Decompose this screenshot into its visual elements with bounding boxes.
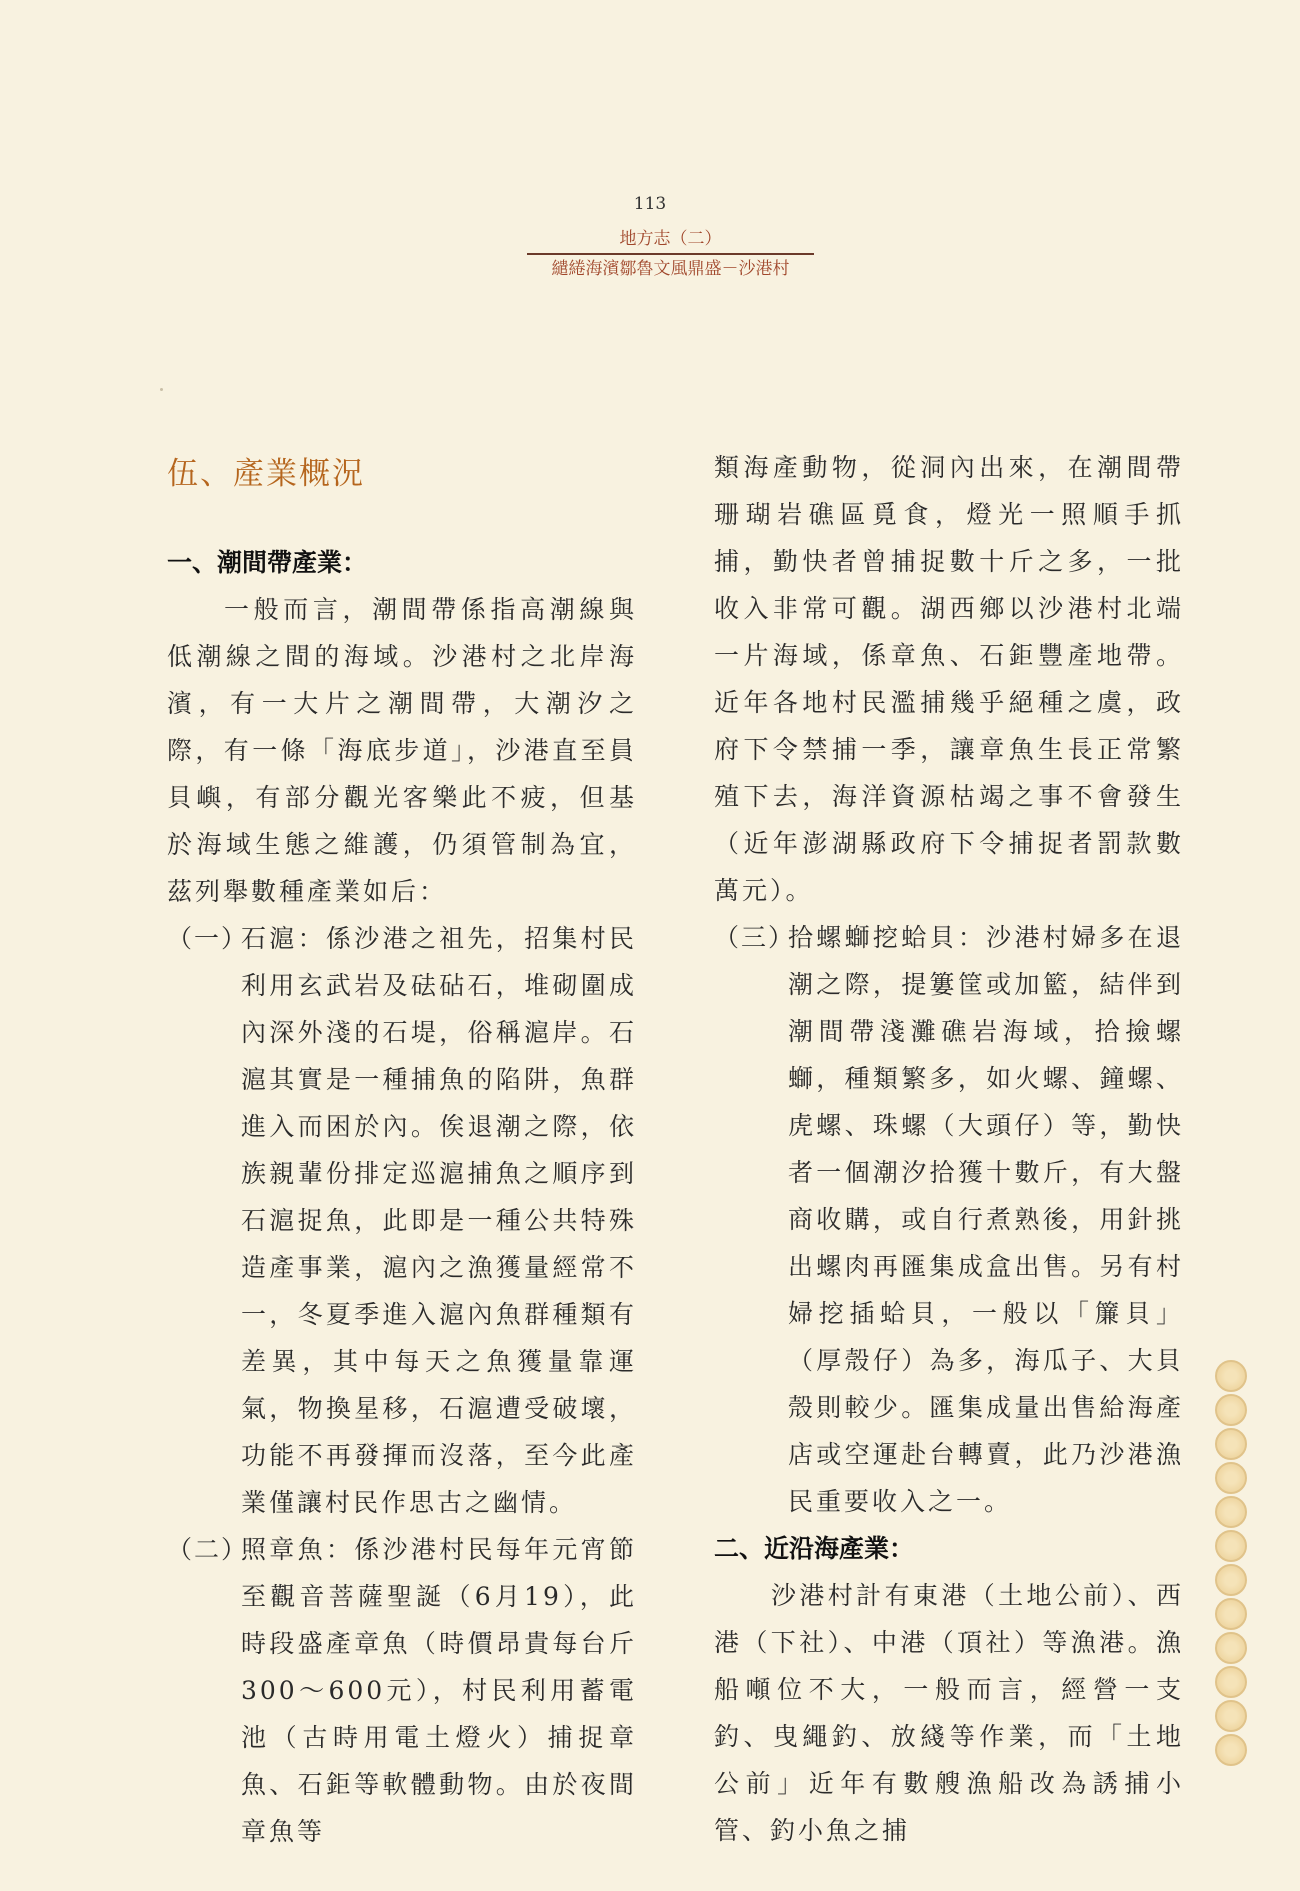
medallion xyxy=(1215,1666,1247,1698)
item-text: 照章魚：係沙港村民每年元宵節至觀音菩薩聖誕（6月19），此時段盛產章魚（時價昂貴每台斤300～600元），村民利用蓄電池（古時用電土燈火）捕捉章魚、石鉅等軟體動物。由於夜間章魚等 xyxy=(241,1535,637,1846)
medallion xyxy=(1215,1530,1247,1562)
item-number: （一） xyxy=(167,924,249,953)
medallion xyxy=(1215,1462,1247,1494)
section-heading-coastal: 二、近沿海產業： xyxy=(714,1534,915,1563)
item-number: （三） xyxy=(714,923,796,952)
floral-medallion-border-icon xyxy=(1213,1360,1249,1792)
item-number: （二） xyxy=(167,1535,249,1564)
medallion xyxy=(1215,1598,1247,1630)
series-title: 地方志（二） xyxy=(619,229,722,249)
left-column xyxy=(167,539,637,1855)
running-head xyxy=(527,228,814,280)
right-column xyxy=(714,444,1184,1854)
intro-paragraph: 一般而言，潮間帶係指高潮線與低潮線之間的海域。沙港村之北岸海濱，有一大片之潮間帶，大潮汐之際，有一條「海底步道」，沙港直至員貝嶼，有部分觀光客樂此不疲，但基於海域生態之維護，仍須管制為宜，茲列舉數種產業如后： xyxy=(167,595,637,906)
chapter-title: 伍、產業概況 xyxy=(167,456,365,492)
medallion xyxy=(1215,1700,1247,1732)
list-item-stone-weir xyxy=(167,915,637,1526)
chapter-subtitle: 繾綣海濱鄒魯文風鼎盛－沙港村 xyxy=(551,259,790,279)
medallion xyxy=(1215,1394,1247,1426)
header-rule xyxy=(527,253,814,255)
list-item-shellfish xyxy=(714,914,1184,1525)
medallion xyxy=(1215,1632,1247,1664)
item-text: 拾螺螄挖蛤貝：沙港村婦多在退潮之際，提簍筐或加籃，結伴到潮間帶淺灘礁岩海域，拾撿螺螄，種類繁多，如火螺、鐘螺、虎螺、珠螺（大頭仔）等，勤快者一個潮汐拾獲十數斤，有大盤商收購，或自行煮熟後，用針挑出螺肉再匯集成盒出售。另有村婦挖插蛤貝，一般以「簾貝」（厚殼仔）為多，海瓜子、大貝殼則較少。匯集成量出售給海產店或空運赴台轉賣，此乃沙港漁民重要收入之一。 xyxy=(788,923,1184,1516)
margin-speck xyxy=(160,388,163,391)
medallion xyxy=(1215,1564,1247,1596)
medallion xyxy=(1215,1734,1247,1766)
medallion xyxy=(1215,1428,1247,1460)
item-text: 石滬：係沙港之祖先，招集村民利用玄武岩及砝砧石，堆砌圍成內深外淺的石堤，俗稱滬岸。石滬其實是一種捕魚的陷阱，魚群進入而困於內。俟退潮之際，依族親輩份排定巡滬捕魚之順序到石滬捉魚，此即是一種公共特殊造產事業，滬內之漁獲量經常不一，冬夏季進入滬內魚群種類有差異，其中每天之魚獲量靠運氣，物換星移，石滬遭受破壞，功能不再發揮而沒落，至今此產業僅讓村民作思古之幽情。 xyxy=(241,924,637,1517)
continued-paragraph: 類海產動物，從洞內出來，在潮間帶珊瑚岩礁區覓食，燈光一照順手抓捕，勤快者曾捕捉數十斤之多，一批收入非常可觀。湖西鄉以沙港村北端一片海域，係章魚、石鉅豐產地帶。近年各地村民濫捕幾乎絕種之虞，政府下令禁捕一季，讓章魚生長正常繁殖下去，海洋資源枯竭之事不會發生（近年澎湖縣政府下令捕捉者罰款數萬元）。 xyxy=(714,453,1184,905)
section-heading-intertidal: 一、潮間帶產業： xyxy=(167,548,368,577)
list-item-octopus xyxy=(167,1526,637,1855)
page-number: 113 xyxy=(633,194,667,214)
medallion xyxy=(1215,1496,1247,1528)
medallion xyxy=(1215,1360,1247,1392)
coastal-paragraph: 沙港村計有東港（土地公前）、西港（下社）、中港（頂社）等漁港。漁船噸位不大，一般而言，經營一支釣、曳繩釣、放綫等作業，而「土地公前」近年有數艘漁船改為誘捕小管、釣小魚之捕 xyxy=(714,1581,1184,1845)
